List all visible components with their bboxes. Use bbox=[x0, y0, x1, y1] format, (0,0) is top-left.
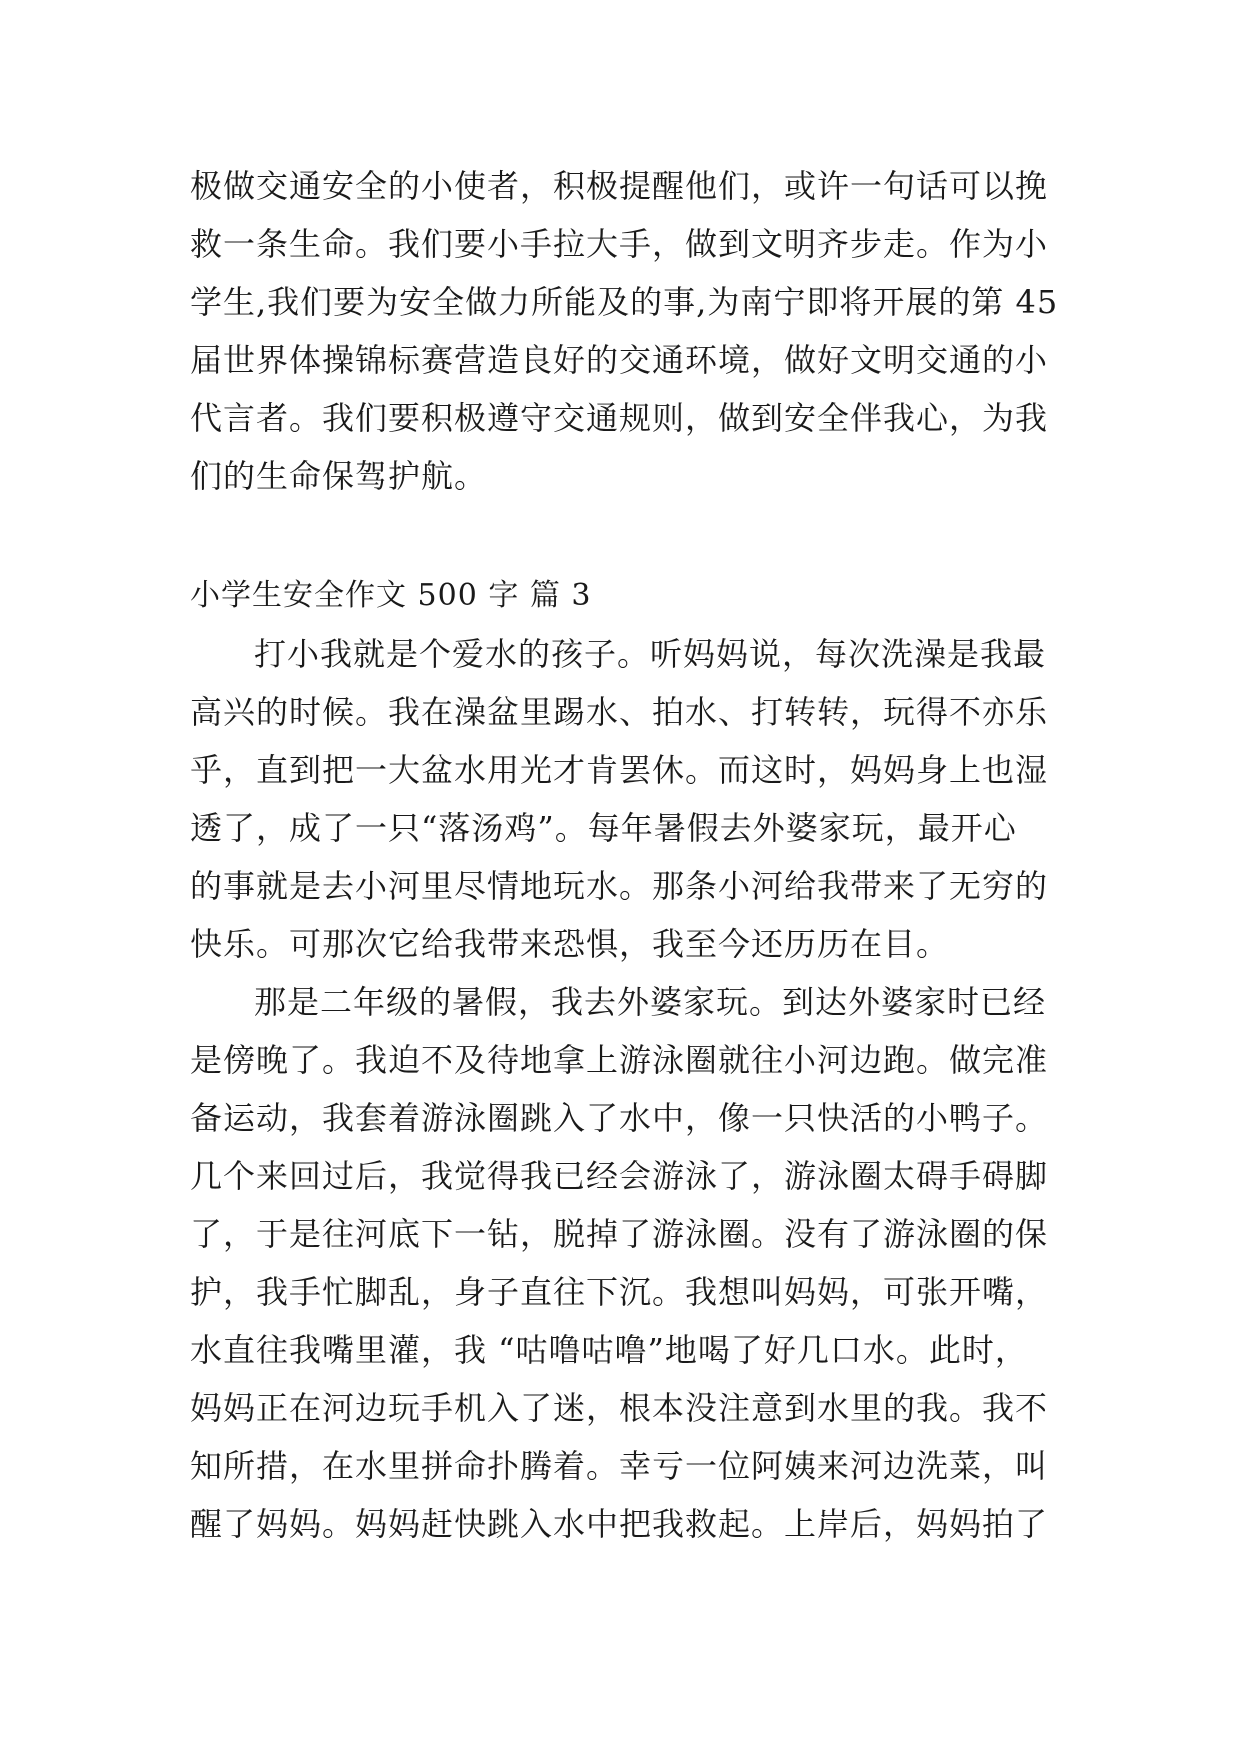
essay-body bbox=[190, 625, 1070, 1553]
text-line: 高兴的时候。我在澡盆里踢水、拍水、打转转，玩得不亦乐 bbox=[190, 693, 1049, 731]
text-line: 是傍晚了。我迫不及待地拿上游泳圈就往小河边跑。做完准 bbox=[190, 1041, 1049, 1079]
text-line: 代言者。我们要积极遵守交通规则，做到安全伴我心，为我 bbox=[190, 399, 1049, 437]
text-line: 透了，成了一只“落汤鸡”。每年暑假去外婆家玩，最开心 bbox=[190, 809, 1017, 847]
text-line: 救一条生命。我们要小手拉大手，做到文明齐步走。作为小 bbox=[190, 225, 1049, 263]
section-heading: 小学生安全作文 500 字 篇 3 bbox=[190, 578, 592, 613]
paragraph-first-line: 打小我就是个爱水的孩子。听妈妈说，每次洗澡是我最 bbox=[254, 635, 1047, 673]
text-line: 备运动，我套着游泳圈跳入了水中，像一只快活的小鸭子。 bbox=[190, 1099, 1049, 1137]
text-line: 们的生命保驾护航。 bbox=[190, 457, 488, 495]
text-line: 知所措，在水里拼命扑腾着。幸亏一位阿姨来河边洗菜，叫 bbox=[190, 1447, 1049, 1485]
paragraph-continued bbox=[190, 157, 1070, 505]
text-line: 届世界体操锦标赛营造良好的交通环境，做好文明交通的小 bbox=[190, 341, 1049, 379]
text-line: 了，于是往河底下一钻，脱掉了游泳圈。没有了游泳圈的保 bbox=[190, 1215, 1049, 1253]
text-line: 醒了妈妈。妈妈赶快跳入水中把我救起。上岸后，妈妈拍了 bbox=[190, 1505, 1049, 1543]
text-line: 妈妈正在河边玩手机入了迷，根本没注意到水里的我。我不 bbox=[190, 1389, 1049, 1427]
text-line: 极做交通安全的小使者，积极提醒他们，或许一句话可以挽 bbox=[190, 167, 1049, 205]
text-line: 几个来回过后，我觉得我已经会游泳了，游泳圈太碍手碍脚 bbox=[190, 1157, 1049, 1195]
paragraph-first-line: 那是二年级的暑假，我去外婆家玩。到达外婆家时已经 bbox=[254, 983, 1047, 1021]
text-line: 乎，直到把一大盆水用光才肯罢休。而这时，妈妈身上也湿 bbox=[190, 751, 1049, 789]
text-line: 快乐。可那次它给我带来恐惧，我至今还历历在目。 bbox=[190, 925, 950, 963]
text-line: 护，我手忙脚乱，身子直往下沉。我想叫妈妈，可张开嘴， bbox=[190, 1273, 1049, 1311]
text-line: 学生,我们要为安全做力所能及的事,为南宁即将开展的第 45 bbox=[190, 283, 1059, 321]
text-line: 的事就是去小河里尽情地玩水。那条小河给我带来了无穷的 bbox=[190, 867, 1049, 905]
text-line: 水直往我嘴里灌，我 “咕噜咕噜”地喝了好几口水。此时， bbox=[190, 1331, 1028, 1369]
